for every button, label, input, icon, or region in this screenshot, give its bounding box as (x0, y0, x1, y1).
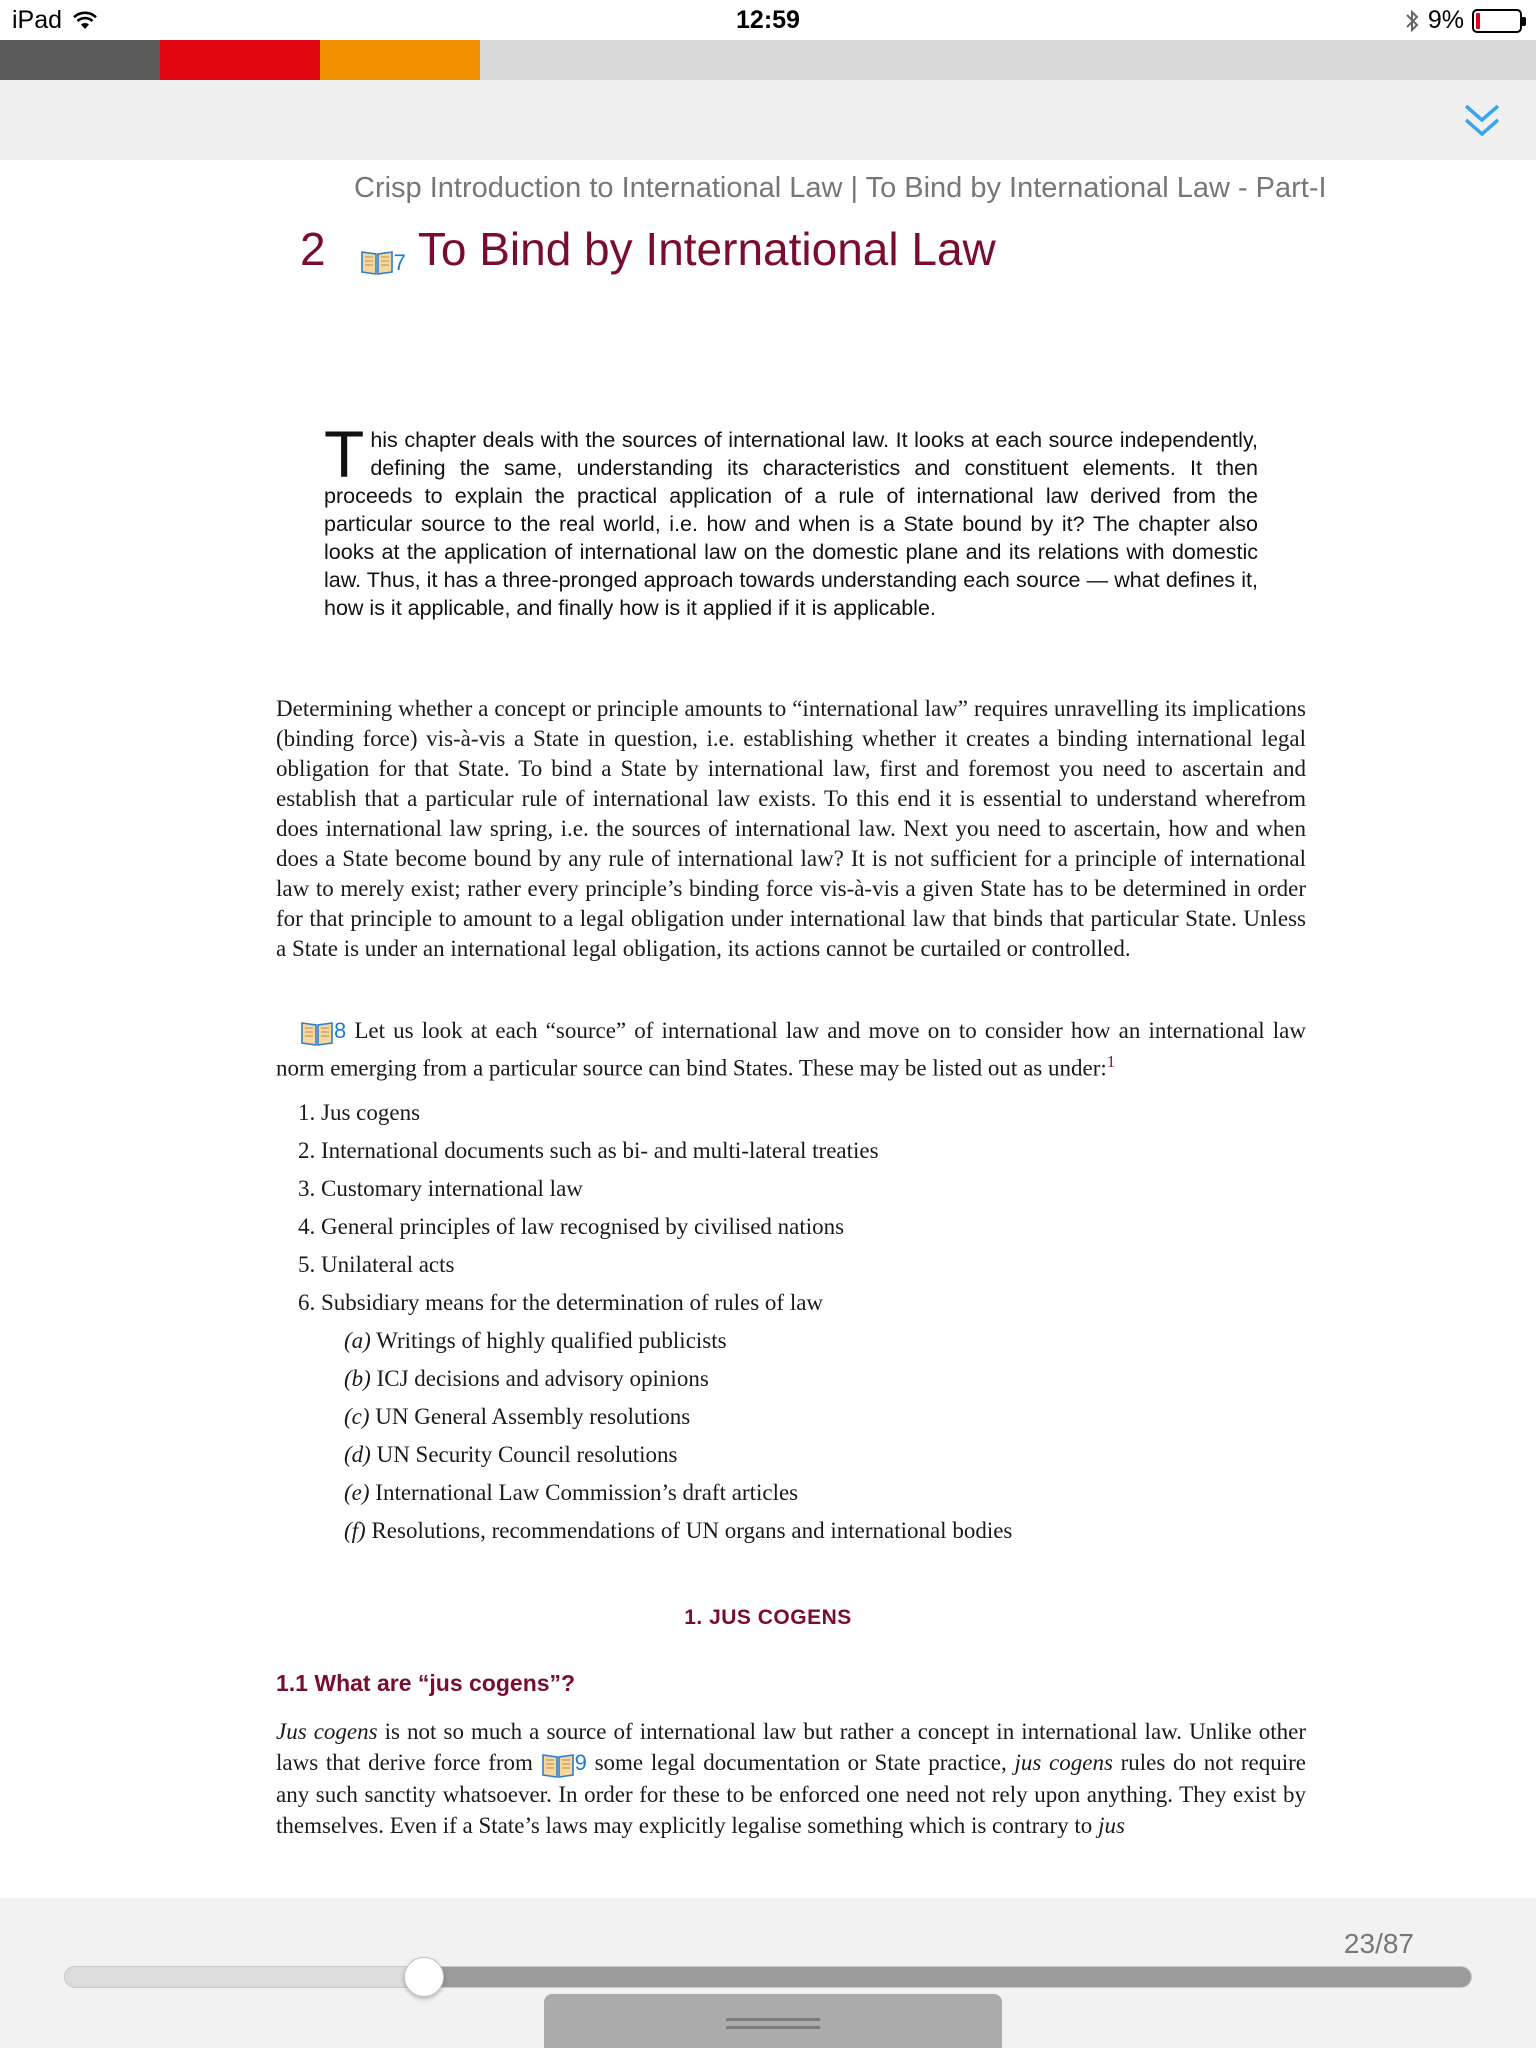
chapter-title (300, 222, 996, 276)
abstract-text: his chapter deals with the sources of international law. It looks at each source independently, defining the same, understanding its characteristics and constituent elements. It then proceeds to explain the practical application of a rule of international law derived from the particular source to the real world, i.e. how and when is a State bound by it? The chapter also looks at the application of international law on the domestic plane and its relations with domestic law. Thus, it has a three-pronged approach towards understanding each source — what defines it, how is it applicable, and finally how is it applied if it is applicable. (324, 428, 1258, 620)
drawer-handle[interactable] (544, 1994, 1002, 2048)
emphasis: jus (1098, 1812, 1125, 1838)
footnote-marker[interactable]: 1 (1106, 1051, 1116, 1071)
page-slider[interactable] (64, 1966, 1472, 1988)
drop-cap: T (324, 417, 365, 491)
open-book-icon[interactable] (300, 1019, 334, 1047)
slider-thumb[interactable] (404, 1957, 444, 1997)
bottom-navigation (0, 1898, 1536, 2048)
grip-line (726, 2018, 820, 2021)
color-segment-gray[interactable] (0, 40, 160, 80)
chapter-abstract (324, 417, 1258, 622)
sources-list (298, 1094, 1012, 1550)
paragraph-ref-number[interactable]: 8 (334, 1018, 347, 1043)
list-item: 6. Subsidiary means for the determination of rules of law (298, 1290, 824, 1315)
paragraph-3: Jus cogens is not so much a source of international law but rather a concept in international law. Unlike other laws that derive force from 9 some legal documentation or State practice, jus cogens rules do not require any such sanctity whatsoever. In order for these to be enforced one need not rely upon anything. They exist by themselves. Even if a State’s laws may explicitly legalise something which is contrary to jus (276, 1719, 1306, 1838)
chapter-number: 2 (300, 223, 326, 275)
clock: 12:59 (736, 6, 800, 34)
battery-icon (1472, 9, 1522, 33)
color-segment-orange[interactable] (320, 40, 480, 80)
page-indicator: 23/87 (1343, 1928, 1414, 1959)
sub-list-item: (f) Resolutions, recommendations of UN organs and international bodies (344, 1518, 1013, 1543)
top-toolbar (0, 80, 1536, 160)
slider-remaining (424, 1967, 1471, 1987)
list-item: 4. General principles of law recognised by civilised nations (298, 1214, 845, 1239)
chapter-ref-number[interactable]: 7 (393, 250, 406, 275)
reading-color-bar (0, 40, 1536, 80)
list-item: 5. Unilateral acts (298, 1252, 455, 1277)
paragraph-2-text: Let us look at each “source” of international law and move on to consider how an international law norm emerging from a particular source can bind States. These may be listed out as under: (276, 1018, 1307, 1081)
sub-list-item: (c) UN General Assembly resolutions (344, 1404, 691, 1429)
paragraph-1: Determining whether a concept or principle amounts to “international law” requires unravelling its implications (binding force) vis-à-vis a State in question, i.e. establishing whether it creates a binding international legal obligation for that State. To bind a State by international law, first and foremost you need to ascertain and establish that a particular rule of international law exists. To this end it is essential to understand wherefrom does international law spring, i.e. the sources of international law. Next you need to ascertain, how and when does a State become bound by any rule of international law? It is not sufficient for a principle of international law to merely exist; rather every principle’s binding force vis-à-vis a given State has to be determined in order for that principle to amount to a legal obligation under international law that binds that particular State. Unless a State is under an international legal obligation, its actions cannot be curtailed or controlled. (276, 696, 1306, 961)
device-name: iPad (12, 6, 63, 34)
list-item: 2. International documents such as bi- and multi-lateral treaties (298, 1138, 879, 1163)
chapter-heading: To Bind by International Law (417, 223, 996, 275)
sub-list-item: (b) ICJ decisions and advisory opinions (344, 1366, 709, 1391)
chevron-double-down-icon[interactable] (1454, 92, 1510, 148)
paragraph-ref-number[interactable]: 9 (574, 1750, 587, 1775)
subsection-heading: 1.1 What are “jus cogens”? (276, 1670, 576, 1696)
status-bar (0, 0, 1536, 40)
sub-list-item: (a) Writings of highly qualified publicists (344, 1328, 727, 1353)
running-header: Crisp Introduction to International Law | To Bind by International Law - Part-I (354, 172, 1327, 204)
battery-percent: 9% (1427, 6, 1464, 34)
sub-list-item: (d) UN Security Council resolutions (344, 1442, 678, 1467)
list-item: 1. Jus cogens (298, 1100, 421, 1125)
emphasis: jus cogens (1014, 1750, 1113, 1775)
sub-list-item: (e) International Law Commission’s draft articles (344, 1480, 799, 1505)
emphasis: Jus cogens (276, 1719, 378, 1744)
section-heading: 1. JUS COGENS (684, 1606, 852, 1629)
paragraph-2 (276, 1016, 1306, 1083)
color-segment-red[interactable] (160, 40, 320, 80)
open-book-icon[interactable] (360, 248, 394, 276)
open-book-icon[interactable] (541, 1751, 575, 1779)
status-right (1404, 6, 1522, 35)
bluetooth-icon (1404, 8, 1420, 34)
list-item: 3. Customary international law (298, 1176, 583, 1201)
grip-line (726, 2026, 820, 2029)
